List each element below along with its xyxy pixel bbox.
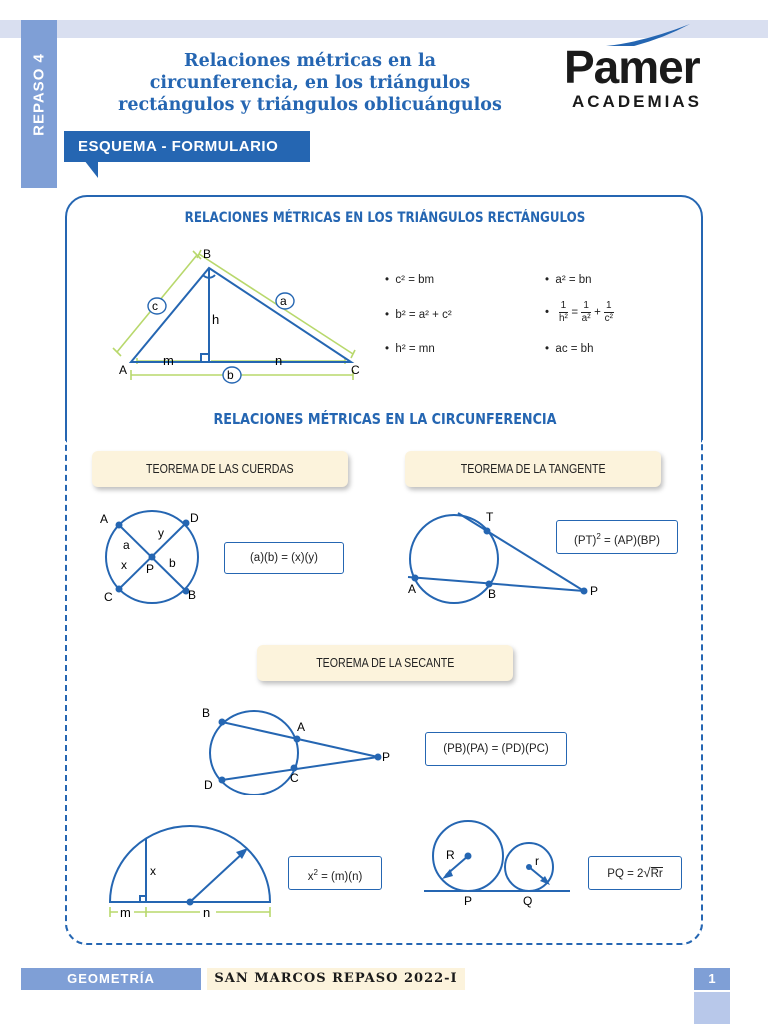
chord-label-D: D	[190, 511, 199, 525]
secant-label-D: D	[204, 778, 213, 792]
tangent-label-T: T	[486, 510, 494, 524]
tangent-circles-figure	[420, 815, 575, 910]
side-tab-label: REPASO 4	[30, 53, 48, 136]
tangent-label-A: A	[408, 582, 417, 596]
chord-label-x: x	[121, 558, 127, 572]
label-m: m	[163, 353, 174, 368]
label-c: c	[152, 299, 158, 313]
label-C: C	[351, 363, 360, 377]
chord-label-B: B	[188, 588, 197, 602]
section-tag: ESQUEMA - FORMULARIO	[64, 131, 310, 162]
semicircle-label-n: n	[203, 905, 211, 920]
page-title	[60, 50, 560, 116]
label-b: b	[227, 368, 234, 382]
tc-label-R: R	[446, 848, 455, 862]
footer-course: SAN MARCOS REPASO 2022-I	[207, 968, 465, 990]
section-tag-flag	[84, 160, 98, 178]
title-line-1: Relaciones métricas en la	[184, 51, 436, 71]
chord-label-a: a	[123, 538, 130, 552]
formula-a2: • a² = bn	[545, 274, 592, 286]
chords-figure	[92, 505, 212, 605]
chords-title-pill: TEOREMA DE LAS CUERDAS	[92, 451, 348, 487]
footer-tail	[694, 992, 730, 1024]
logo-subtitle: ACADEMIAS	[572, 92, 702, 111]
secant-label-C: C	[290, 771, 299, 785]
formula-h2: • h² = mn	[385, 343, 435, 355]
chords-formula: (a)(b) = (x)(y)	[224, 542, 344, 574]
chord-label-y: y	[158, 526, 164, 540]
formula-reciprocal: • $\frac{1}{\text{h²}}$ = $\frac{1}{\text{a²}}$ + $\frac{1}{\text{c²}}$	[545, 300, 613, 324]
tc-label-P: P	[464, 894, 473, 908]
secant-formula: (PB)(PA) = (PD)(PC)	[425, 732, 567, 766]
right-triangle-heading: RELACIONES MÉTRICAS EN LOS TRIÁNGULOS RECTÁNGULOS	[184, 210, 586, 226]
formula-ac: • ac = bh	[545, 343, 594, 355]
tangent-label-P: P	[590, 584, 599, 598]
formula-c2: • c² = bm	[385, 274, 435, 286]
title-line-3: rectángulos y triángulos oblicuángulos	[118, 95, 502, 115]
side-tab	[21, 20, 57, 188]
logo-word: Pamer	[564, 41, 700, 93]
page-number: 1	[694, 968, 730, 990]
label-h: h	[212, 312, 220, 327]
chord-label-P: P	[146, 562, 155, 576]
tc-label-r: r	[535, 854, 539, 868]
tangent-circles-formula: PQ = 2√Rr	[588, 856, 682, 890]
semicircle-formula: $x^2 = (m)(n)$	[288, 856, 382, 890]
chord-label-C: C	[104, 590, 113, 604]
secant-title-pill: TEOREMA DE LA SECANTE	[257, 645, 513, 681]
semicircle-figure	[100, 820, 280, 920]
tc-label-Q: Q	[523, 894, 533, 908]
label-A: A	[119, 363, 128, 377]
secant-label-A: A	[297, 720, 306, 734]
label-B: B	[203, 247, 212, 261]
title-line-2: circunferencia, en los triángulos	[149, 73, 471, 93]
right-triangle-figure	[105, 240, 375, 390]
label-n: n	[275, 353, 283, 368]
chord-label-A: A	[100, 512, 109, 526]
secant-figure	[198, 700, 398, 795]
footer-subject: GEOMETRÍA	[21, 968, 201, 990]
tangent-label-B: B	[488, 587, 497, 601]
tangent-title-pill: TEOREMA DE LA TANGENTE	[405, 451, 661, 487]
secant-label-B: B	[202, 706, 211, 720]
chord-label-b: b	[169, 556, 176, 570]
label-a: a	[280, 294, 287, 308]
tangent-formula: (PT)$^2$ = (AP)(BP)	[556, 520, 678, 554]
semicircle-label-m: m	[120, 905, 131, 920]
formula-b2: • b² = a² + c²	[385, 309, 452, 321]
semicircle-label-x: x	[150, 864, 156, 878]
secant-label-P: P	[382, 750, 391, 764]
circle-heading: RELACIONES MÉTRICAS EN LA CIRCUNFERENCIA	[213, 410, 557, 428]
